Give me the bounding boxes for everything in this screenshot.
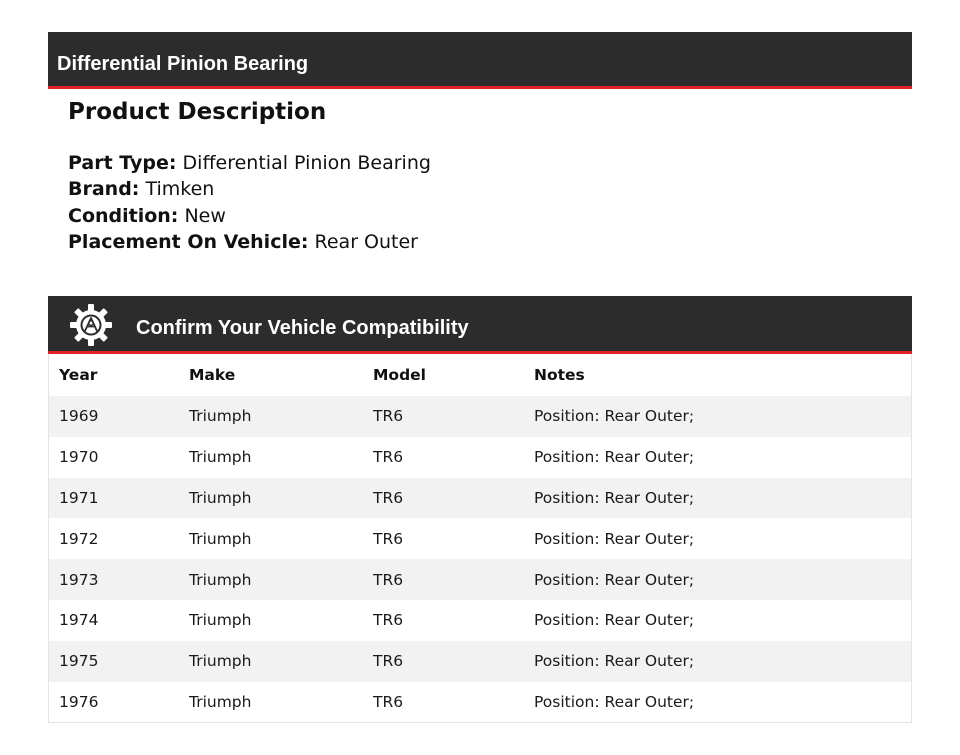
cell-year: 1970 <box>59 448 99 467</box>
table-row <box>49 396 911 437</box>
cell-model: TR6 <box>373 570 404 589</box>
cell-notes: Position: Rear Outer; <box>534 652 695 671</box>
cell-make: Triumph <box>189 488 252 507</box>
cell-notes: Position: Rear Outer; <box>534 611 695 630</box>
compatibility-header-bar <box>48 296 912 354</box>
cell-model: TR6 <box>373 652 404 671</box>
table-header-row <box>49 354 911 396</box>
cell-model: TR6 <box>373 448 404 467</box>
cell-make: Triumph <box>189 448 252 467</box>
cell-model: TR6 <box>373 529 404 548</box>
cell-year: 1974 <box>59 611 99 630</box>
cell-model: TR6 <box>373 611 404 630</box>
cell-notes: Position: Rear Outer; <box>534 570 695 589</box>
spec-part-type <box>68 150 431 176</box>
spec-brand <box>68 176 431 202</box>
table-row <box>49 518 911 559</box>
cell-notes: Position: Rear Outer; <box>534 448 695 467</box>
cell-model: TR6 <box>373 488 404 507</box>
spec-condition <box>68 203 431 229</box>
table-row <box>49 559 911 600</box>
cell-year: 1971 <box>59 488 99 507</box>
spec-placement <box>68 229 431 255</box>
cell-make: Triumph <box>189 570 252 589</box>
compatibility-table <box>49 354 911 722</box>
compatibility-heading: Confirm Your Vehicle Compatibility <box>136 317 469 339</box>
spec-label: Condition: <box>68 204 179 227</box>
column-header-model: Model <box>373 366 426 384</box>
cell-year: 1976 <box>59 692 99 711</box>
cell-make: Triumph <box>189 407 252 426</box>
table-row <box>49 478 911 519</box>
cell-make: Triumph <box>189 652 252 671</box>
cell-notes: Position: Rear Outer; <box>534 488 695 507</box>
cell-model: TR6 <box>373 407 404 426</box>
cell-notes: Position: Rear Outer; <box>534 407 695 426</box>
spec-label: Part Type: <box>68 152 177 174</box>
column-header-make: Make <box>189 366 236 384</box>
cell-model: TR6 <box>373 692 404 711</box>
compatibility-table-container <box>48 354 912 723</box>
table-row <box>49 641 911 682</box>
cell-year: 1975 <box>59 652 99 671</box>
product-title: Differential Pinion Bearing <box>57 53 309 75</box>
cell-year: 1972 <box>59 529 99 548</box>
spec-value: New <box>184 204 226 227</box>
spec-value: Timken <box>145 178 215 201</box>
column-header-year: Year <box>59 366 98 384</box>
product-title-bar <box>48 32 912 89</box>
table-row <box>49 682 911 723</box>
cell-make: Triumph <box>189 529 252 548</box>
product-description-heading: Product Description <box>68 99 327 125</box>
spec-value: Rear Outer <box>314 231 418 254</box>
spec-label: Placement On Vehicle: <box>68 231 309 254</box>
cell-notes: Position: Rear Outer; <box>534 529 695 548</box>
table-row <box>49 600 911 641</box>
table-row <box>49 437 911 478</box>
spec-label: Brand: <box>68 178 140 201</box>
cell-year: 1969 <box>59 407 99 426</box>
cell-notes: Position: Rear Outer; <box>534 692 695 711</box>
cell-make: Triumph <box>189 611 252 630</box>
column-header-notes: Notes <box>534 366 585 384</box>
cell-year: 1973 <box>59 570 99 589</box>
gear-icon <box>70 304 112 346</box>
cell-make: Triumph <box>189 692 252 711</box>
spec-list <box>68 150 431 256</box>
spec-value: Differential Pinion Bearing <box>182 152 431 174</box>
